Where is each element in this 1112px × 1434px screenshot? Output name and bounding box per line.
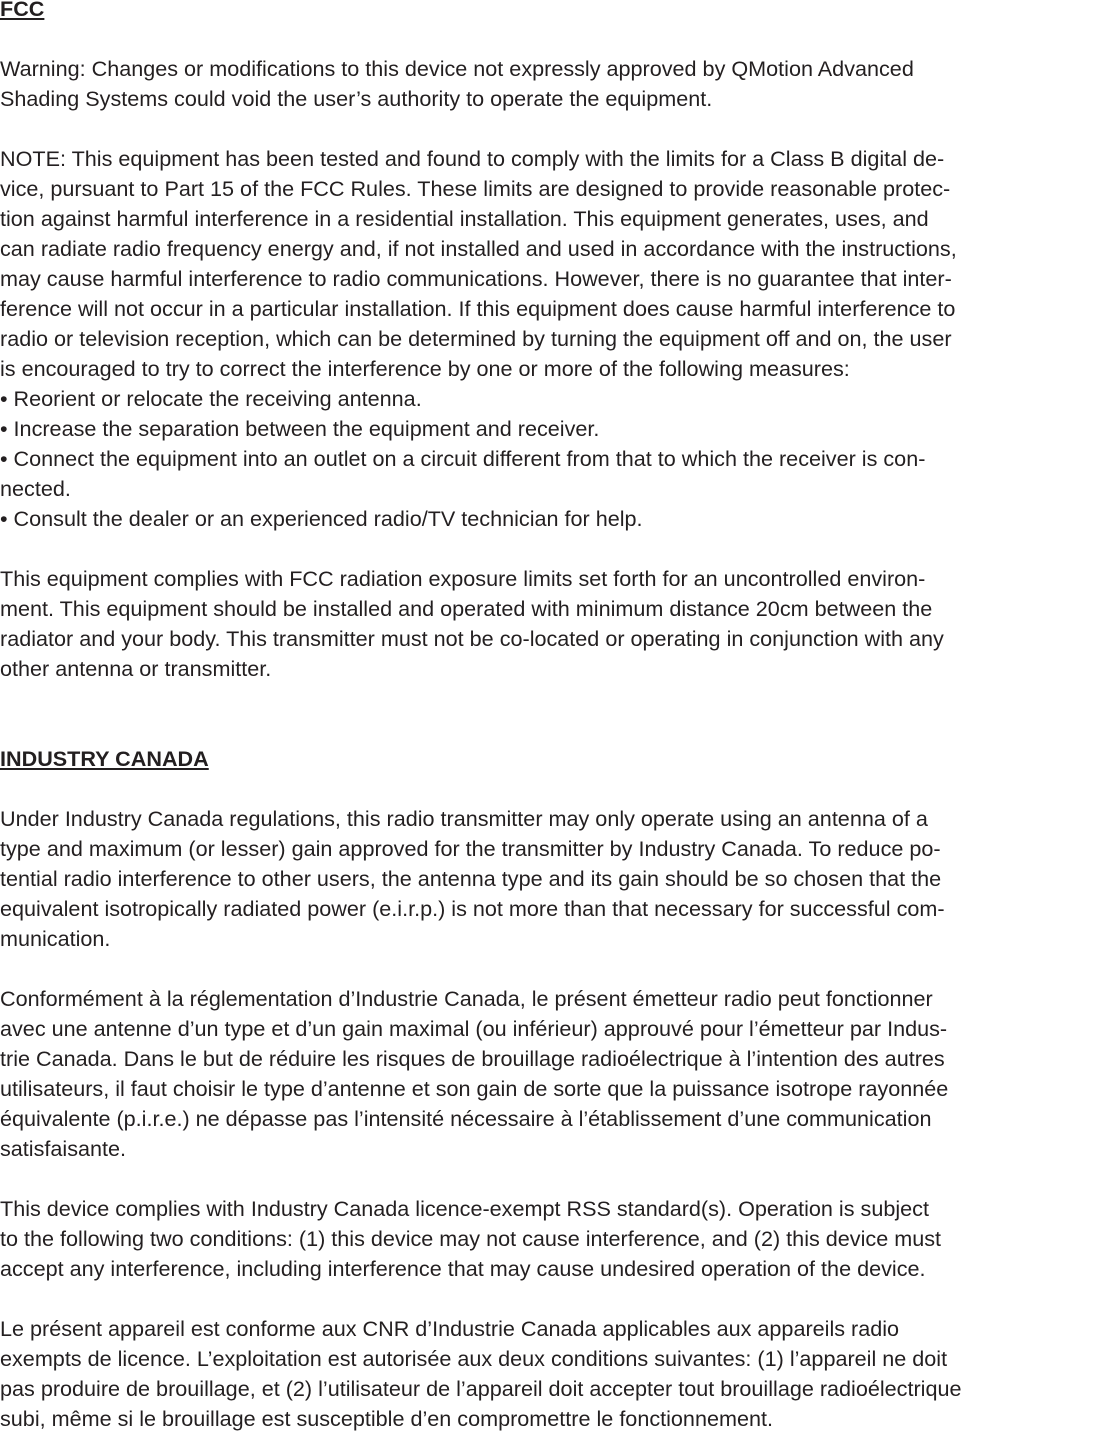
spacer	[0, 114, 1112, 144]
text-line: trie Canada. Dans le but de réduire les risques de brouillage radioélectrique à l’intention des autres	[0, 1046, 945, 1071]
text-line: Warning: Changes or modifications to this device not expressly approved by QMotion Advanced	[0, 56, 914, 81]
text-line: radio or television reception, which can be determined by turning the equipment off and on, the user	[0, 326, 952, 351]
text-line: exempts de licence. L’exploitation est autorisée aux deux conditions suivantes: (1) l’appareil ne doit	[0, 1346, 948, 1371]
text-line: Le présent appareil est conforme aux CNR d’Industrie Canada applicables aux appareils radio	[0, 1316, 900, 1341]
text-line: to the following two conditions: (1) this device may not cause interference, and (2) this device must	[0, 1226, 941, 1251]
text-line: tential radio interference to other users, the antenna type and its gain should be so chosen that the	[0, 866, 942, 891]
spacer	[0, 684, 1112, 744]
text-line: is encouraged to try to correct the interference by one or more of the following measures:	[0, 356, 850, 381]
spacer	[0, 534, 1112, 564]
text-line: This equipment complies with FCC radiation exposure limits set forth for an uncontrolled environ-	[0, 566, 926, 591]
fcc-note-paragraph	[0, 144, 1112, 534]
text-line: satisfaisante.	[0, 1136, 127, 1161]
text-line: other antenna or transmitter.	[0, 656, 272, 681]
ic-regulations-fr-paragraph	[0, 984, 1112, 1164]
text-line: Under Industry Canada regulations, this radio transmitter may only operate using an antenna of a	[0, 806, 928, 831]
text-line: radiator and your body. This transmitter must not be co-located or operating in conjunction with any	[0, 626, 944, 651]
spacer	[0, 774, 1112, 804]
text-line: munication.	[0, 926, 111, 951]
text-line: Shading Systems could void the user’s authority to operate the equipment.	[0, 86, 713, 111]
list-item: • Connect the equipment into an outlet on a circuit different from that to which the receiver is con-	[0, 446, 926, 471]
list-item: • Increase the separation between the equipment and receiver.	[0, 416, 600, 441]
text-line: vice, pursuant to Part 15 of the FCC Rules. These limits are designed to provide reasonable protec-	[0, 176, 951, 201]
industry-canada-heading: INDUSTRY CANADA	[0, 746, 209, 771]
ic-rss-fr-paragraph	[0, 1314, 1112, 1434]
spacer	[0, 954, 1112, 984]
text-line: pas produire de brouillage, et (2) l’utilisateur de l’appareil doit accepter tout brouillage radioélectrique	[0, 1376, 962, 1401]
fcc-heading: FCC	[0, 0, 45, 21]
ic-regulations-en-paragraph	[0, 804, 1112, 954]
text-line: ment. This equipment should be installed and operated with minimum distance 20cm between the	[0, 596, 933, 621]
text-line: can radiate radio frequency energy and, if not installed and used in accordance with the instructions,	[0, 236, 957, 261]
text-line: type and maximum (or lesser) gain approved for the transmitter by Industry Canada. To reduce po-	[0, 836, 941, 861]
text-line: subi, même si le brouillage est susceptible d’en compromettre le fonctionnement.	[0, 1406, 773, 1431]
spacer	[0, 24, 1112, 54]
fcc-exposure-paragraph	[0, 564, 1112, 684]
spacer	[0, 1164, 1112, 1194]
ic-rss-en-paragraph	[0, 1194, 1112, 1284]
text-line: equivalent isotropically radiated power (e.i.r.p.) is not more than that necessary for successful com-	[0, 896, 945, 921]
text-line: may cause harmful interference to radio communications. However, there is no guarantee that inter-	[0, 266, 952, 291]
text-line: avec une antenne d’un type et d’un gain maximal (ou inférieur) approuvé pour l’émetteur par Indus-	[0, 1016, 948, 1041]
spacer	[0, 1284, 1112, 1314]
text-line: NOTE: This equipment has been tested and found to comply with the limits for a Class B digital de-	[0, 146, 945, 171]
text-line: accept any interference, including interference that may cause undesired operation of the device.	[0, 1256, 926, 1281]
list-item: • Reorient or relocate the receiving antenna.	[0, 386, 422, 411]
text-line: ference will not occur in a particular installation. If this equipment does cause harmful interference to	[0, 296, 956, 321]
fcc-warning-paragraph	[0, 54, 1112, 114]
list-item: • Consult the dealer or an experienced radio/TV technician for help.	[0, 506, 643, 531]
text-line: nected.	[0, 476, 71, 501]
text-line: Conformément à la réglementation d’Industrie Canada, le présent émetteur radio peut fonctionner	[0, 986, 933, 1011]
text-line: équivalente (p.i.r.e.) ne dépasse pas l’intensité nécessaire à l’établissement d’une communication	[0, 1106, 932, 1131]
text-line: utilisateurs, il faut choisir le type d’antenne et son gain de sorte que la puissance isotrope rayonnée	[0, 1076, 949, 1101]
text-line: tion against harmful interference in a residential installation. This equipment generates, uses, and	[0, 206, 929, 231]
text-line: This device complies with Industry Canada licence-exempt RSS standard(s). Operation is subject	[0, 1196, 929, 1221]
